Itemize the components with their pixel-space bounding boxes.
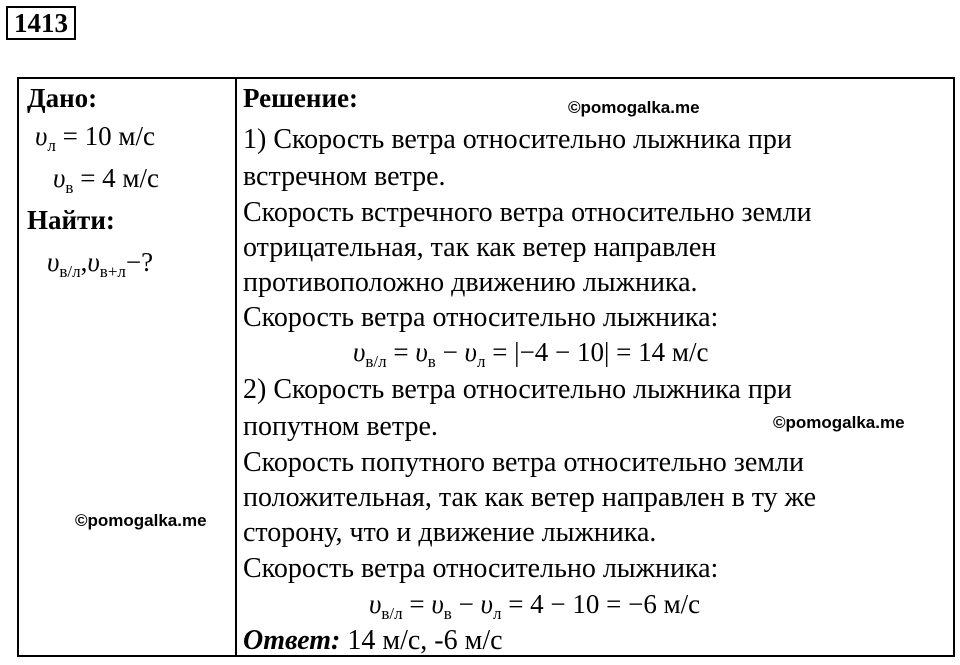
solution-line: 2) Скорость ветра относительно лыжника при	[243, 374, 792, 405]
solution-line: Скорость ветра относительно лыжника:	[243, 553, 719, 584]
solution-line: встречном ветре.	[243, 161, 446, 192]
problem-number: 1413	[6, 6, 76, 40]
solution-line: противоположно движению лыжника.	[243, 267, 698, 298]
solution-heading: Решение:	[243, 83, 358, 113]
find-expression: $\upsilon_{в/л},\upsilon_{в+л}-$?	[47, 247, 154, 281]
solution-line: сторону, что и движение лыжника.	[243, 517, 657, 548]
answer-line	[243, 625, 503, 657]
answer-value: 14 м/с, -6 м/с	[340, 625, 503, 656]
watermark: ©pomogalka.me	[773, 413, 905, 432]
find-heading: Найти:	[27, 205, 115, 235]
solution-line: Скорость попутного ветра относительно земли	[243, 447, 804, 478]
given-skier-speed: $\upsilon_л = 10$ м/с	[35, 121, 155, 155]
solution-line: отрицательная, так как ветер направлен	[243, 232, 717, 263]
given-wind-speed: $\upsilon_в = 4$ м/с	[53, 163, 159, 197]
solution-column	[237, 79, 953, 655]
given-heading: Дано:	[27, 83, 98, 113]
watermark: ©pomogalka.me	[75, 511, 207, 530]
formula-tailwind: $\upsilon_{в/л} = \upsilon_в - \upsilon_л = 4 - 10 = -6$ м/с	[369, 589, 701, 623]
solution-table	[17, 77, 955, 657]
solution-line: 1) Скорость ветра относительно лыжника при	[243, 124, 792, 155]
solution-line: положительная, так как ветер направлен в ту же	[243, 482, 817, 513]
solution-line: попутном ветре.	[243, 411, 438, 442]
solution-line: Скорость ветра относительно лыжника:	[243, 302, 719, 333]
solution-line: Скорость встречного ветра относительно земли	[243, 197, 812, 228]
given-column	[19, 79, 235, 655]
formula-headwind: $\upsilon_{в/л} = \upsilon_в - \upsilon_л = |-4 - 10| = 14$ м/с	[353, 337, 709, 371]
watermark: ©pomogalka.me	[568, 98, 700, 117]
answer-label: Ответ:	[243, 625, 341, 656]
